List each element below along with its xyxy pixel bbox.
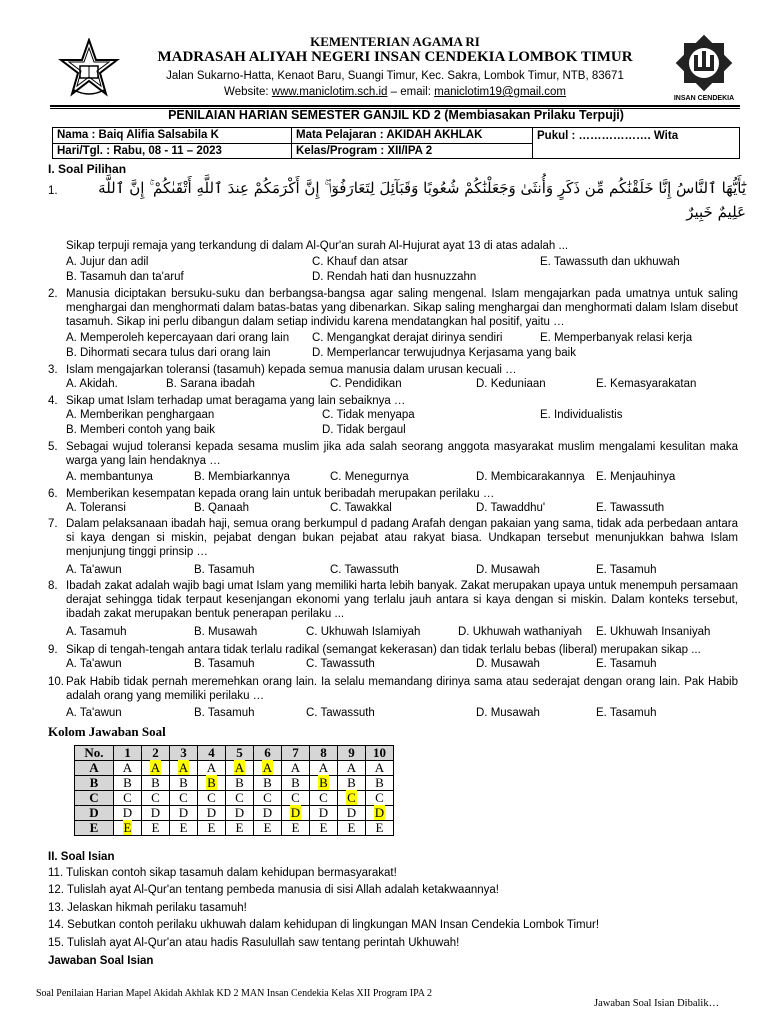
option[interactable]: D. Rendah hati dan husnuzzahn [312,271,477,283]
answer-cell[interactable]: A [198,761,226,776]
option[interactable]: A. Memperoleh kepercayaan dari orang lain [66,332,290,344]
option[interactable]: C. Tawassuth [330,564,399,576]
header-divider [50,105,740,107]
grid-header: 2 [142,746,170,761]
option[interactable]: B. Membiarkannya [194,471,290,483]
answer-grid-title: Kolom Jawaban Soal [48,724,166,739]
grid-header: 7 [282,746,310,761]
answer-cell[interactable]: A [310,761,338,776]
insan-cendekia-logo-icon [672,34,736,104]
option[interactable]: E. Tawassuth [596,502,665,514]
option[interactable]: C. Tawassuth [306,658,375,670]
option[interactable]: C. Mengangkat derajat dirinya sendiri [312,332,503,344]
option[interactable]: D. Keduniaan [476,378,546,390]
selected-answer-mark: D [290,805,301,820]
answer-cell[interactable] [366,806,394,821]
answer-cell[interactable]: E [226,821,254,836]
answer-cell[interactable]: D [226,806,254,821]
answer-cell[interactable]: D [338,806,366,821]
answer-cell[interactable]: C [142,791,170,806]
class-program: Kelas/Program : XII/IPA 2 [292,143,533,159]
question-4: 4. Sikap umat Islam terhadap umat beragama yang lain sebaiknya … [48,395,406,407]
option[interactable]: D. Musawah [476,564,540,576]
option[interactable]: B. Memberi contoh yang baik [66,424,215,436]
grid-header: 10 [366,746,394,761]
answer-cell[interactable]: B [170,776,198,791]
answer-cell[interactable] [254,761,282,776]
answer-cell[interactable]: D [142,806,170,821]
option[interactable]: B. Musawah [194,626,258,638]
option[interactable]: D. Musawah [476,707,540,719]
answer-cell[interactable]: B [338,776,366,791]
answer-cell[interactable] [170,761,198,776]
school-contact: Website: www.maniclotim.sch.id – email: maniclotim19@gmail.com [224,86,566,98]
time: Pukul : ………………. Wita [533,128,740,159]
answer-cell[interactable] [198,776,226,791]
question-3: 3. Islam mengajarkan toleransi (tasamuh) kepada semua manusia dalam urusan kecuali … [48,364,517,376]
option[interactable]: A. Akidah. [66,378,118,390]
option[interactable]: A. Tasamuh [66,626,127,638]
option[interactable]: B. Tasamuh [194,658,255,670]
option[interactable]: A. Ta'awun [66,564,122,576]
school-name: MADRASAH ALIYAH NEGERI INSAN CENDEKIA LOMBOK TIMUR [157,49,633,65]
email-link[interactable]: maniclotim19@gmail.com [434,86,566,98]
essay-answer-title: Jawaban Soal Isian [48,955,154,967]
answer-cell[interactable]: A [338,761,366,776]
selected-answer-mark: B [319,775,328,790]
answer-cell[interactable] [226,761,254,776]
option[interactable]: B. Sarana ibadah [166,378,255,390]
answer-grid-header [75,746,394,761]
answer-row-label: B [75,776,114,791]
essay-question-12: 12. Tulislah ayat Al-Qur'an tentang pembeda manusia di sisi Allah adalah ketakwaannya! [48,884,499,896]
answer-cell[interactable] [142,761,170,776]
option[interactable]: E. Ukhuwah Insaniyah [596,626,711,638]
answer-cell[interactable] [310,776,338,791]
answer-cell[interactable]: C [366,791,394,806]
essay-question-13: 13. Jelaskan hikmah perilaku tasamuh! [48,902,247,914]
answer-cell[interactable]: C [170,791,198,806]
selected-answer-mark: C [347,790,356,805]
answer-cell[interactable]: B [366,776,394,791]
answer-cell[interactable]: D [114,806,142,821]
selected-answer-mark: A [262,760,273,775]
answer-cell[interactable]: D [310,806,338,821]
question-7: 7. Dalam pelaksanaan ibadah haji, semua orang berkumpul d padang Arafah dengan pakaian yang sama, tidak ada perbedaan antara si kaya dengan si miskin, pejabat dengan bukan pejabat atau rakyat biasa. Undkapan tersebut menunjukkan bahwa Islam menjunjung tinggi prinsip … [48,518,738,558]
option[interactable]: C. Pendidikan [330,378,402,390]
question-2: 2. Manusia diciptakan bersuku-suku dan berbangsa-bangsa agar saling mengenal. Islam mengajarkan pada umatnya untuk saling menghargai dan menghormati dalam batas-batas yang dibenarkan. Sikap saling menghargai dan menghormati dalam Islam disebut tasamuh. Sikap ini perlu dibangun dalam setiap individu karena mendatangkan hal positif, yaitu … [48,288,738,328]
selected-answer-mark: E [123,820,132,835]
option[interactable]: D. Memperlancar terwujudnya Kerjasama yang baik [312,347,576,359]
option[interactable]: E. Menjauhinya [596,471,676,483]
exam-date: Hari/Tgl. : Rabu, 08 - 11 – 2023 [53,143,292,159]
answer-grid [74,745,394,836]
answer-cell[interactable]: E [338,821,366,836]
grid-header: 4 [198,746,226,761]
letterhead [50,34,740,102]
question-5: 5. Sebagai wujud toleransi kepada sesama muslim jika ada salah seorang anggota masyarakat muslim mengalami kesulitan maka warga yang lain hendaknya … [48,441,738,467]
question-10: 10. Pak Habib tidak pernah meremehkan orang lain. Ia selalu memandang dirinya sama atau sederajat dengan orang lain. Pak Habib adalah orang yang memiliki perilaku … [48,676,738,702]
answer-cell[interactable]: C [310,791,338,806]
section-essay: II. Soal Isian [48,851,115,863]
answer-cell[interactable] [282,806,310,821]
answer-cell[interactable]: B [114,776,142,791]
question-6: 6. Memberikan kesempatan kepada orang lain untuk beribadah merupakan perilaku … [48,488,495,500]
essay-question-11: 11. Tuliskan contoh sikap tasamuh dalam kehidupan bermasyarakat! [48,867,397,879]
option[interactable]: A. Ta'awun [66,658,122,670]
option[interactable]: D. Membicarakannya [476,471,585,483]
answer-cell[interactable]: B [142,776,170,791]
option[interactable]: E. Tasamuh [596,564,657,576]
student-name: Nama : Baiq Alifia Salsabila K [53,128,292,144]
answer-row-c [75,791,394,806]
option[interactable]: C. Tidak menyapa [322,409,415,421]
option[interactable]: A. membantunya [66,471,153,483]
option[interactable]: B. Tasamuh dan ta'aruf [66,271,184,283]
answer-cell[interactable]: E [282,821,310,836]
grid-header: 9 [338,746,366,761]
section-multiple-choice: I. Soal Pilihan [48,162,127,176]
answer-cell[interactable]: C [114,791,142,806]
answer-cell[interactable]: D [254,806,282,821]
answer-cell[interactable]: E [170,821,198,836]
option[interactable]: E. Tasamuh [596,658,657,670]
exam-title: PENILAIAN HARIAN SEMESTER GANJIL KD 2 (Membiasakan Prilaku Terpuji) [168,108,624,122]
option[interactable]: B. Tasamuh [194,564,255,576]
answer-row-label: D [75,806,114,821]
answer-row-a [75,761,394,776]
website-link[interactable]: www.maniclotim.sch.id [271,86,388,98]
kemenag-logo-icon [58,38,120,100]
answer-cell[interactable]: B [254,776,282,791]
essay-question-14: 14. Sebutkan contoh perilaku ukhuwah dalam kehidupan di lingkungan MAN Insan Cendekia Lombok Timur! [48,919,600,931]
selected-answer-mark: B [207,775,216,790]
answer-row-e [75,821,394,836]
answer-cell[interactable]: C [282,791,310,806]
grid-header: 5 [226,746,254,761]
exam-page: KEMENTERIAN AGAMA RI MADRASAH ALIYAH NEGERI INSAN CENDEKIA LOMBOK TIMUR Jalan Sukarno-Hatta, Kenaot Baru, Suangi Timur, Kec. Sakra, Lombok Timur, NTB, 83671 Website: www.maniclotim.sch.id – email: maniclotim19@gmail.com INSAN CENDEKIA PENILAIAN HARIAN SEMESTER GANJIL KD 2 (Membiasakan Prilaku Terpuji) Nama : Baiq Alifia Salsabila K Mata Pelajaran : AKIDAH AKHLAK Pukul : ………………. Wita Hari/Tgl. : Rabu, 08 - 11 – 2023 Kelas/Program : XII/IPA 2 I. Soal Pilihan 1. يَٰٓأَيُّهَا ٱلنَّاسُ إِنَّا خَلَقْنَٰكُم مِّن ذَكَرٍ وَأُنثَىٰ وَجَعَلْنَٰكُمْ شُعُوبًا وَقَبَآئِلَ لِتَعَارَفُوٓا۟ ۚ إِنَّ أَكْرَمَكُمْ عِندَ ٱللَّهِ أَتْقَىٰكُمْ ۚ إِنَّ ٱللَّهَ عَلِيمٌ خَبِيرٌ Sikap terpuji remaja yang terkandung di dalam Al-Qur'an surah Al-Hujurat ayat 13 di atas adalah ... A. Jujur dan adil C. Khauf dan atsar E. Tawassuth dan ukhuwah B. Tasamuh dan ta'aruf D. Rendah hati dan husnuzzahn 2. Manusia diciptakan bersuku-suku dan berbangsa-bangsa agar saling mengenal. Islam mengajarkan pada umatnya untuk saling menghargai dan menghormati dalam batas-batas yang dibenarkan. Sikap saling menghargai dan menghormati dalam Islam disebut tasamuh. Sikap ini perlu dibangun dalam setiap individu karena mendatangkan hal positif, yaitu … A. Memperoleh kepercayaan dari orang lain C. Mengangkat derajat dirinya sendiri E. Memperbanyak relasi kerja B. Dihormati secara tulus dari orang lain D. Memperlancar terwujudnya Kerjasama yang baik 3. Islam mengajarkan toleransi (tasamuh) kepada semua manusia dalam urusan kecuali … A. Akidah. B. Sarana ibadah C. Pendidikan D. Keduniaan E. Kemasyarakatan 4. Sikap umat Islam terhadap umat beragama yang lain sebaiknya … A. Memberikan penghargaan C. Tidak menyapa E. Individualistis B. Memberi contoh yang baik D. Tidak bergaul 5. Sebagai wujud toleransi kepada sesama muslim jika ada salah seorang anggota masyarakat muslim mengalami kesulitan maka warga yang lain hendaknya … A. membantunya B. Membiarkannya C. Menegurnya D. Membicarakannya E. Menjauhinya 6. Memberikan kesempatan kepada orang lain untuk beribadah merupakan perilaku … A. Toleransi B. Qanaah C. Tawakkal D. Tawaddhu' E. Tawassuth 7. Dalam pelaksanaan ibadah haji, semua orang berkumpul d padang Arafah dengan pakaian yang sama, tidak ada perbedaan antara si kaya dengan si miskin, pejabat dengan bukan pejabat atau rakyat biasa. Undkapan tersebut menunjukkan bahwa Islam menjunjung tinggi prinsip … A. Ta'awun B. Tasamuh C. Tawassuth D. Musawah E. Tasamuh 8. Ibadah zakat adalah wajib bagi umat Islam yang memiliki harta lebih banyak. Zakat merupakan upaya untuk menempuh persamaan derajat sehingga tidak terpaut kesenjangan ekonomi yang terlalu jauh antara si kaya dengan si miskin. Dalam konteks tersebut, ibadah zakat merupakan bentuk penerapan perilaku ... A. Tasamuh B. Musawah C. Ukhuwah Islamiyah D. Ukhuwah wathaniyah E. Ukhuwah Insaniyah 9. Sikap di tengah-tengah antara tidak terlalu radikal (semangat kekerasan) dan tidak terlalu bebas (liberal) merupakan sikap ... A. Ta'awun B. Tasamuh C. Tawassuth D. Musawah E. Tasamuh 10. Pak Habib tidak pernah meremehkan orang lain. Ia selalu memandang dirinya sama atau sederajat dengan orang lain. Pak Habib adalah orang yang memiliki perilaku … A. Ta'awun B. Tasamuh C. Tawassuth D. Musawah E. Tasamuh Kolom Jawaban Soal No. 1 2 3 4 5 6 7 8 9 10 A A A A A A A A A A A B B B B B B B B B B B C C C C C C C C C C C D D D D D D D D D D D E E E E E E E E E E E II. Soal Isian 11. Tuliskan contoh sikap tasamuh dalam kehidupan bermasyarakat! 12. Tulislah ayat Al-Qur'an tentang pembeda manusia di sisi Allah adalah ketakwaannya! 13. Jelaskan hikmah perilaku tasamuh! 14. Sebutkan contoh perilaku ukhuwah dalam kehidupan di lingkungan MAN Insan Cendekia Lombok Timur! 15. Tulislah ayat Al-Qur'an atau hadis Rasulullah saw tentang perintah Ukhuwah! Jawaban Soal Isian Soal Penilaian Harian Mapel Akidah Akhlak KD 2 MAN Insan Cendekia Kelas XII Program IPA 2 Jawaban Soal Isian Dibalik… [36,34,746,1009]
option[interactable]: E. Memperbanyak relasi kerja [540,332,693,344]
option[interactable]: D. Musawah [476,658,540,670]
answer-cell[interactable]: A [282,761,310,776]
answer-cell[interactable]: B [282,776,310,791]
option[interactable]: C. Tawakkal [330,502,392,514]
option[interactable]: C. Khauf dan atsar [312,256,408,268]
selected-answer-mark: A [178,760,189,775]
answer-row-label: C [75,791,114,806]
option[interactable]: D. Ukhuwah wathaniyah [458,626,583,638]
essay-question-15: 15. Tulislah ayat Al-Qur'an atau hadis Rasulullah saw tentang perintah Ukhuwah! [48,937,460,949]
answer-cell[interactable]: D [170,806,198,821]
option[interactable]: D. Tawaddhu' [476,502,546,514]
selected-answer-mark: A [150,760,161,775]
subject: Mata Pelajaran : AKIDAH AKHLAK [292,128,533,144]
answer-cell[interactable]: E [198,821,226,836]
option[interactable]: E. Kemasyarakatan [596,378,697,390]
answer-cell[interactable] [338,791,366,806]
answer-cell[interactable]: E [254,821,282,836]
arabic-verse: يَٰٓأَيُّهَا ٱلنَّاسُ إِنَّا خَلَقْنَٰكُم مِّن ذَكَرٍ وَأُنثَىٰ وَجَعَلْنَٰكُمْ شُعُوبًا وَقَبَآئِلَ لِتَعَارَفُوٓا۟ ۚ إِنَّ أَكْرَمَكُمْ عِندَ ٱللَّهِ أَتْقَىٰكُمْ ۚ إِنَّ ٱللَّهَ عَلِيمٌ خَبِيرٌ [98,179,746,221]
answer-cell[interactable]: A [366,761,394,776]
option[interactable]: E. Individualistis [540,409,623,421]
option[interactable]: A. Toleransi [66,502,126,514]
selected-answer-mark: D [374,805,385,820]
answer-cell[interactable]: C [198,791,226,806]
option[interactable]: E. Tasamuh [596,707,657,719]
answer-cell[interactable]: E [142,821,170,836]
option[interactable]: D. Tidak bergaul [322,424,406,436]
option[interactable]: B. Qanaah [194,502,249,514]
grid-header: 3 [170,746,198,761]
grid-header: 8 [310,746,338,761]
option[interactable]: C. Tawassuth [306,707,375,719]
option[interactable]: C. Ukhuwah Islamiyah [306,626,421,638]
grid-header: 6 [254,746,282,761]
option[interactable]: B. Dihormati secara tulus dari orang lain [66,347,271,359]
student-info-table [52,127,740,159]
option[interactable]: A. Memberikan penghargaan [66,409,215,421]
option[interactable]: A. Ta'awun [66,707,122,719]
answer-cell[interactable]: C [254,791,282,806]
answer-row-d [75,806,394,821]
school-address: Jalan Sukarno-Hatta, Kenaot Baru, Suangi Timur, Kec. Sakra, Lombok Timur, NTB, 83671 [166,70,624,82]
answer-cell[interactable]: B [226,776,254,791]
grid-header-no: No. [75,746,114,761]
answer-row-label: E [75,821,114,836]
ministry-name: KEMENTERIAN AGAMA RI [310,34,480,49]
answer-cell[interactable]: E [366,821,394,836]
grid-header: 1 [114,746,142,761]
question-9: 9. Sikap di tengah-tengah antara tidak terlalu radikal (semangat kekerasan) dan tidak terlalu bebas (liberal) merupakan sikap ... [48,644,701,656]
answer-cell[interactable]: E [310,821,338,836]
option[interactable]: B. Tasamuh [194,707,255,719]
footer-note: Soal Penilaian Harian Mapel Akidah Akhlak KD 2 MAN Insan Cendekia Kelas XII Program IPA 2 [36,988,432,999]
option[interactable]: A. Jujur dan adil [66,256,149,268]
answer-row-label: A [75,761,114,776]
question-1: Sikap terpuji remaja yang terkandung di dalam Al-Qur'an surah Al-Hujurat ayat 13 di atas adalah ... [66,240,569,252]
option[interactable]: C. Menegurnya [330,471,409,483]
footer-continue: Jawaban Soal Isian Dibalik… [594,998,720,1009]
answer-cell[interactable]: A [114,761,142,776]
question-8: 8. Ibadah zakat adalah wajib bagi umat Islam yang memiliki harta lebih banyak. Zakat merupakan upaya untuk menempuh persamaan derajat sehingga tidak terpaut kesenjangan ekonomi yang terlalu jauh antara si kaya dengan si miskin. Dalam konteks tersebut, ibadah zakat merupakan bentuk penerapan perilaku ... [48,580,738,620]
answer-cell[interactable] [114,821,142,836]
option[interactable]: E. Tawassuth dan ukhuwah [540,256,680,268]
answer-cell[interactable]: C [226,791,254,806]
answer-cell[interactable]: D [198,806,226,821]
answer-row-b [75,776,394,791]
selected-answer-mark: A [234,760,245,775]
logo-caption: INSAN CENDEKIA [673,95,735,102]
